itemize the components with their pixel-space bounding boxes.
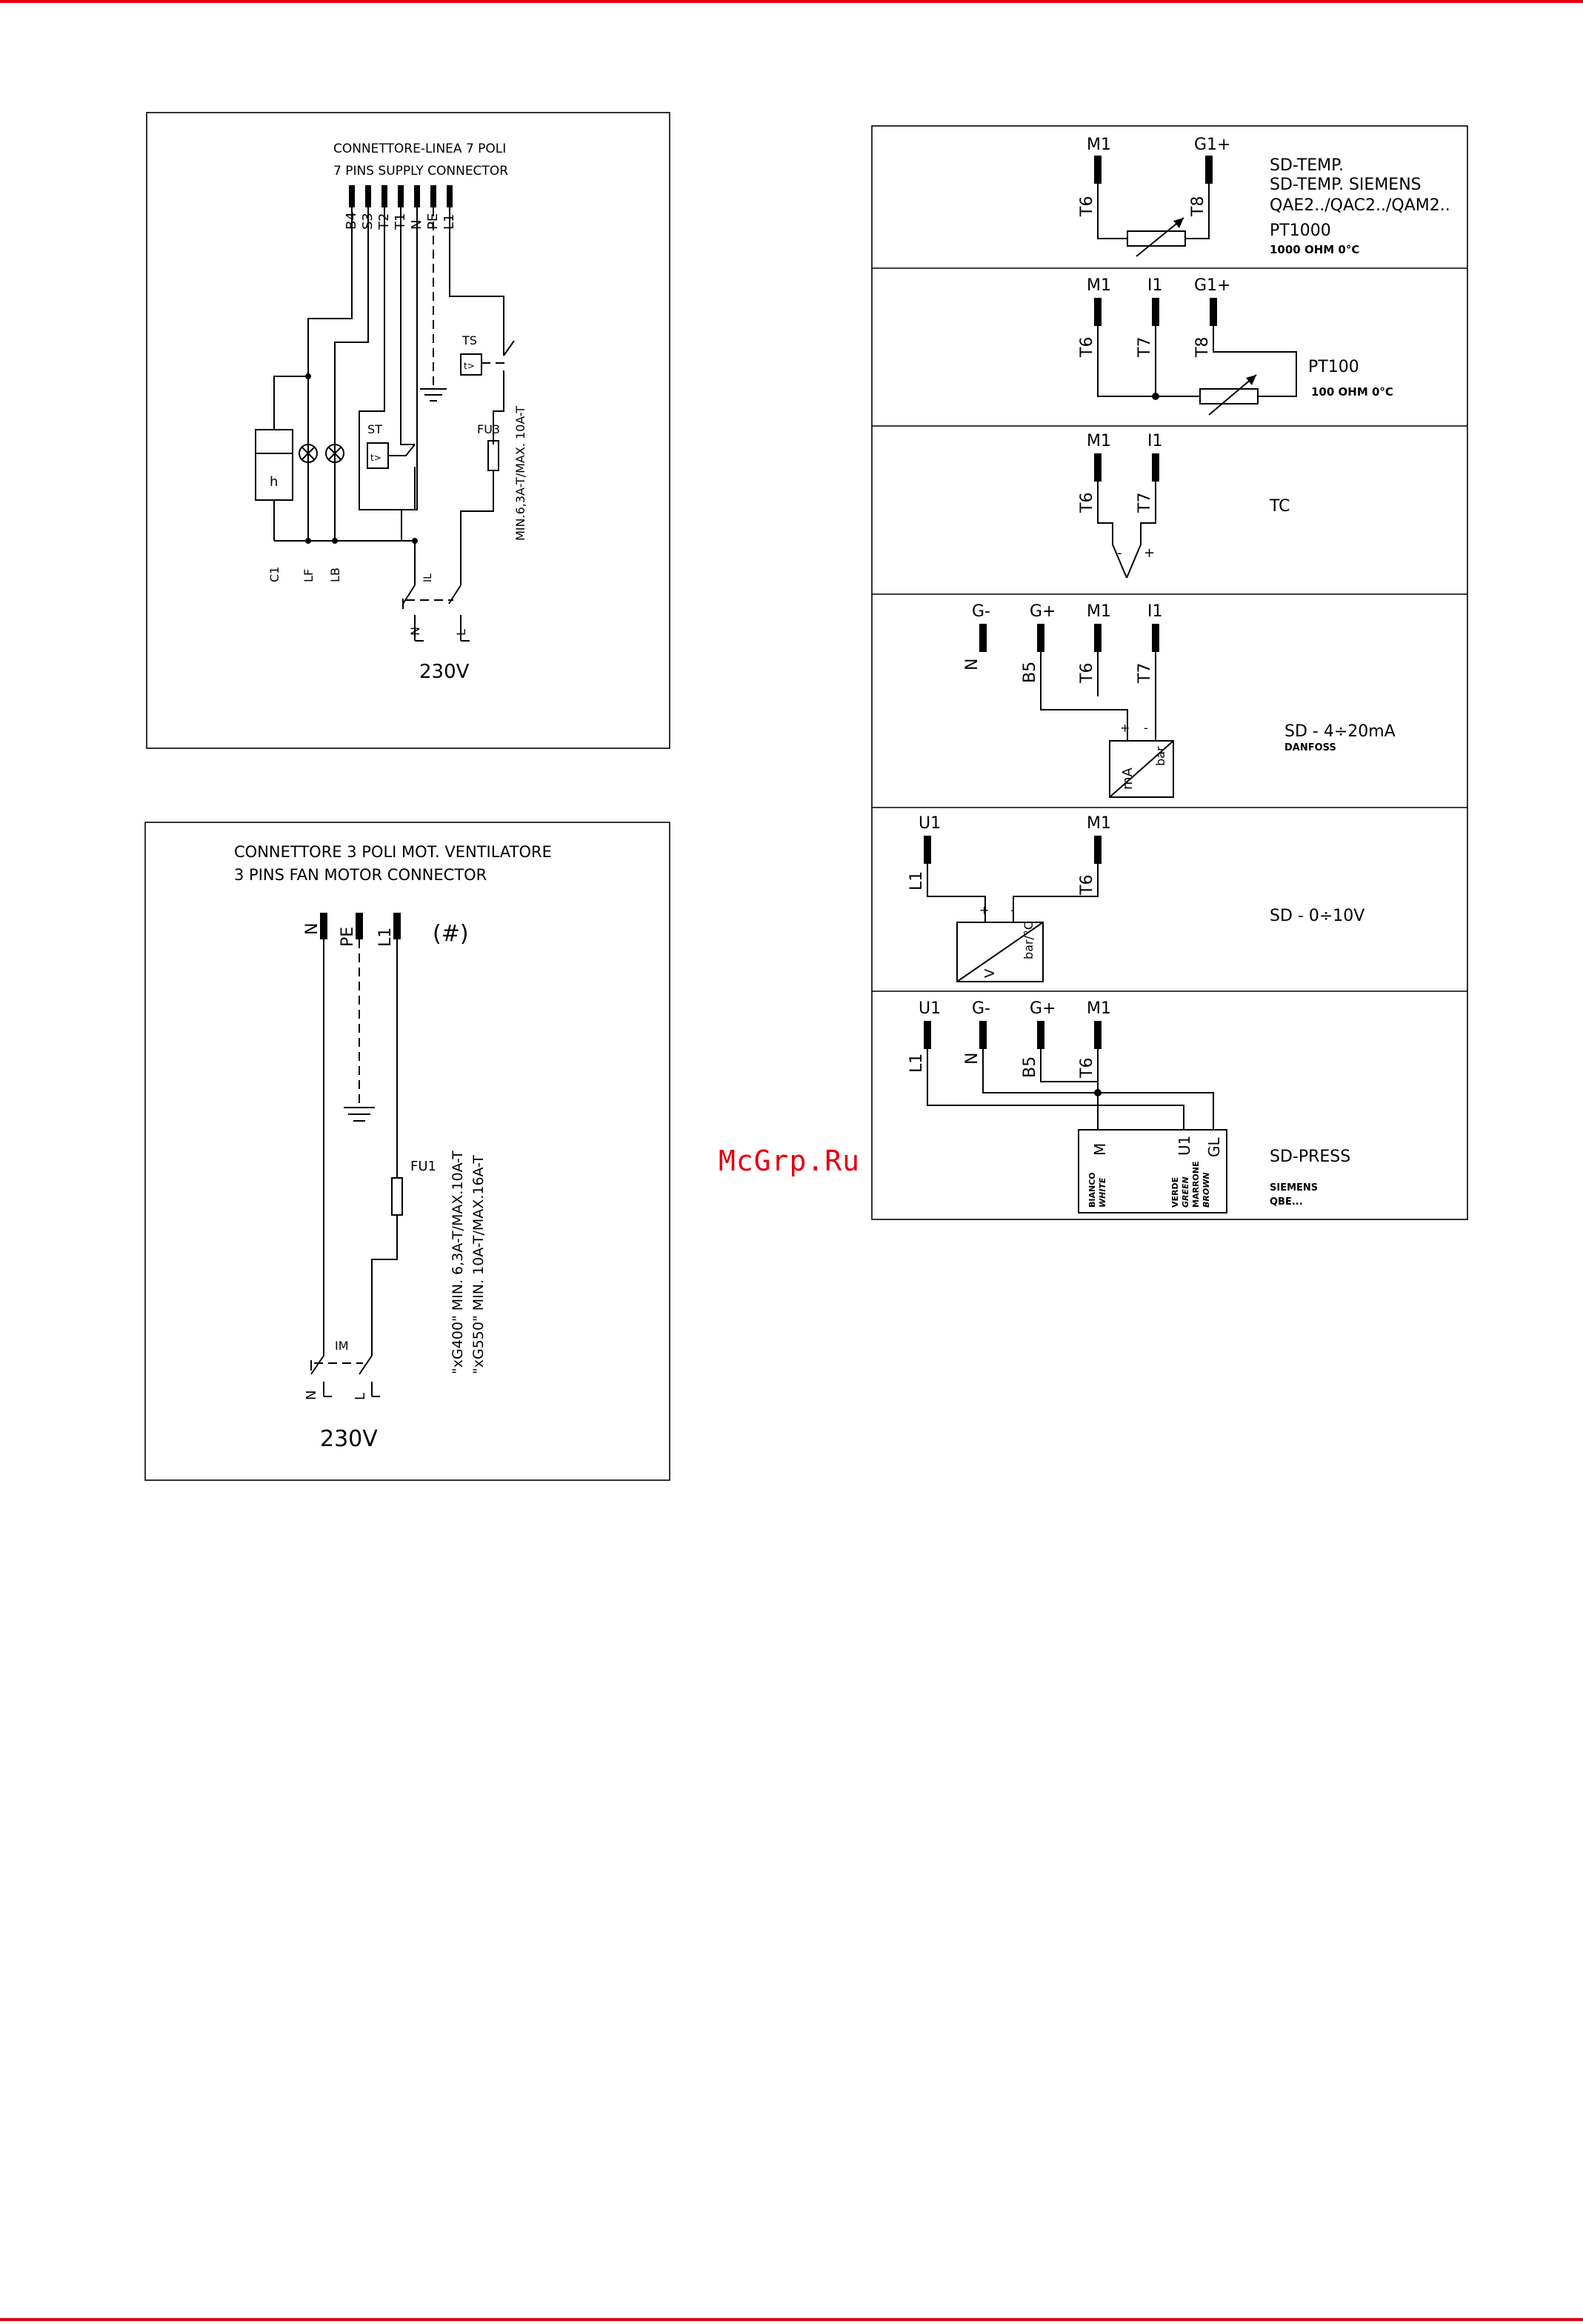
fan-title-it: CONNETTORE 3 POLI MOT. VENTILATORE [234,843,552,861]
row1-small: 1000 OHM 0°C [1270,243,1360,256]
row4-top-M1: M1 [1087,602,1111,621]
supply-frame [147,113,670,748]
row6-top-M1: M1 [1087,999,1111,1018]
row6-term-M: M [1091,1142,1109,1156]
row1-top-G1plus: G1+ [1194,136,1231,154]
fan-connector-panel [145,822,670,1480]
row6-pin-T6: T6 [1078,1057,1096,1078]
supply-title-en: 7 PINS SUPPLY CONNECTOR [333,164,509,179]
fu1-label: FU1 [410,1159,436,1174]
fan-pin-L1: L1 [376,927,395,947]
row6-term-GL: GL [1205,1137,1223,1157]
fan-n-label: N [304,1390,319,1400]
row6-top-U1: U1 [919,999,942,1018]
sensor-row-tc [1078,432,1290,578]
row3-pin-T7: T7 [1136,492,1154,513]
row6-small-1: SIEMENS [1270,1182,1319,1193]
row4-pin-N: N [963,658,982,670]
row5-pin-T6: T6 [1078,874,1096,895]
fan-title-en: 3 PINS FAN MOTOR CONNECTOR [234,866,487,884]
st-symbol: t> [370,453,381,463]
row6-color-white: WHITE [1098,1177,1107,1208]
sensors-panel [872,126,1467,1219]
supply-pin-T2: T2 [376,213,392,230]
row2-small: 100 OHM 0°C [1311,385,1393,399]
row5-pin-L1: L1 [907,870,926,890]
row5-box-unit: bar/°C [1022,921,1036,959]
row6-color-verde: VERDE [1170,1176,1180,1208]
switch-il-label: IL [422,573,434,582]
st-label: ST [367,422,382,436]
row1-desc-2: SD-TEMP. SIEMENS [1270,176,1422,194]
ts-label: TS [462,333,477,347]
sensor-row-4-20ma [963,602,1396,797]
ts-symbol: t> [464,361,475,371]
row5-top-U1: U1 [919,814,942,833]
row2-top-I1: I1 [1147,276,1163,295]
row4-pin-B5: B5 [1021,661,1039,683]
switch-im-label: IM [335,1339,349,1353]
row4-pin-T6: T6 [1078,662,1096,683]
row5-desc: SD - 0÷10V [1270,907,1365,925]
row6-color-green: GREEN [1181,1176,1190,1208]
row5-plus: + [979,903,990,917]
row4-top-I1: I1 [1147,602,1163,621]
supply-pin-N: N [409,219,424,230]
row6-term-U1: U1 [1176,1135,1193,1156]
row6-small-2: QBE... [1270,1196,1303,1208]
row6-top-Gplus: G+ [1030,999,1056,1018]
row4-top-Gminus: G- [972,602,990,621]
fan-frame [145,822,670,1480]
sensor-row-pt100 [1078,276,1393,415]
row5-box-V: V [982,968,998,978]
supply-pin-PE: PE [425,213,441,230]
fan-pin-N: N [303,922,321,935]
fan-voltage: 230V [320,1426,378,1452]
fu3-rating: MIN.6,3A-T/MAX. 10A-T [513,406,527,541]
label-LF: LF [301,568,316,582]
supply-connector-panel [147,113,670,748]
row1-top-M1: M1 [1087,136,1111,154]
row4-plus: + [1120,721,1130,735]
sensor-row-0-10v [907,814,1364,982]
supply-pin-T1: T1 [393,213,408,230]
row1-desc-1: SD-TEMP. [1270,156,1344,175]
supply-voltage: 230V [419,661,470,683]
row6-desc: SD-PRESS [1270,1148,1351,1166]
row2-pin-T8: T8 [1193,336,1212,357]
row3-pin-T6: T6 [1078,492,1096,513]
row4-box-bar: bar [1153,746,1167,766]
fan-rating-1: "xG400" MIN. 6,3A-T/MAX.10A-T [450,1151,466,1374]
row4-top-Gplus: G+ [1030,602,1056,621]
label-LB: LB [328,567,342,582]
row6-color-marrone: MARRONE [1191,1161,1201,1208]
sensor-row-pt1000 [1078,136,1450,256]
row2-top-M1: M1 [1087,276,1111,295]
row1-pin-T6: T6 [1078,196,1096,216]
row4-desc: SD - 4÷20mA [1284,722,1396,741]
row2-desc: PT100 [1308,358,1359,376]
supply-pin-B4: B4 [344,212,359,230]
fan-rating-2: "xG550" MIN. 10A-T/MAX.16A-T [470,1155,487,1374]
row1-pin-T8: T8 [1189,196,1207,216]
row5-minus: - [1010,903,1015,917]
row4-minus: - [1144,721,1148,735]
row4-pin-T7: T7 [1136,662,1154,683]
sensors-frame [872,126,1467,1219]
row6-top-Gminus: G- [972,999,990,1018]
h-label: h [270,474,279,490]
fan-l-label: L [353,1392,368,1400]
fan-hash-symbol: (#) [433,921,469,947]
row3-desc: TC [1270,497,1290,516]
supply-n-label: N [408,627,422,636]
row2-pin-T7: T7 [1136,336,1154,357]
row3-top-M1: M1 [1087,432,1111,450]
row3-plus: + [1144,545,1156,561]
label-C1: C1 [267,566,281,582]
row1-desc-3: QAE2../QAC2../QAM2.. [1270,196,1450,215]
supply-pin-L1: L1 [441,213,457,230]
row4-small: DANFOSS [1284,742,1336,753]
row6-pin-L1: L1 [907,1053,926,1073]
row5-top-M1: M1 [1087,814,1111,833]
watermark-text: McGrp.Ru [719,1145,861,1177]
row6-color-bianco: BIANCO [1087,1172,1097,1208]
supply-title-it: CONNETTORE-LINEA 7 POLI [333,141,507,156]
fu3-label: FU3 [477,422,501,436]
supply-pin-S3: S3 [360,213,376,230]
row2-pin-T6: T6 [1078,336,1096,357]
supply-l-label: L [454,629,468,636]
row2-top-G1plus: G1+ [1194,276,1231,295]
row1-desc-4: PT1000 [1270,222,1331,240]
fan-pin-PE: PE [339,926,357,947]
sensor-row-sd-press [907,999,1350,1213]
row6-color-brown: BROWN [1202,1172,1211,1208]
row6-pin-N: N [963,1052,982,1065]
row3-top-I1: I1 [1147,432,1163,450]
row4-box-mA: mA [1120,768,1136,790]
row3-minus: - [1117,545,1122,561]
row6-pin-B5: B5 [1021,1056,1039,1078]
